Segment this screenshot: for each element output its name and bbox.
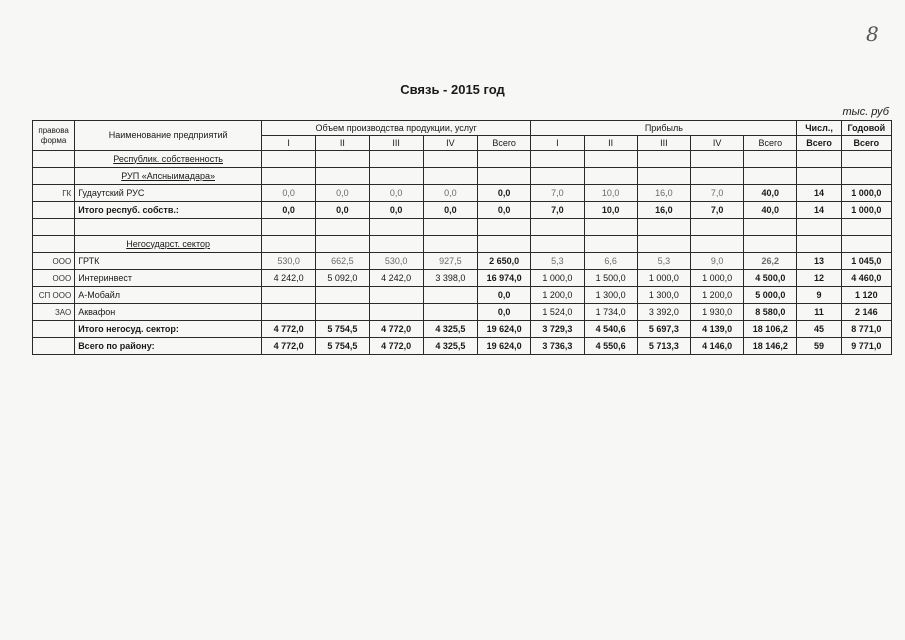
volume-q1	[262, 287, 316, 304]
empty-cell	[262, 168, 316, 185]
empty-cell	[531, 151, 584, 168]
empty-cell	[841, 151, 891, 168]
profit-q2: 10,0	[584, 202, 637, 219]
volume-q4: 0,0	[423, 185, 477, 202]
volume-q4	[423, 287, 477, 304]
table-row	[33, 287, 892, 304]
annual-total: 2 146	[841, 304, 891, 321]
volume-q1	[262, 304, 316, 321]
section-row	[33, 236, 892, 253]
statistics-table	[32, 120, 892, 355]
header-q1-volume: I	[262, 136, 316, 151]
volume-q1: 530,0	[262, 253, 316, 270]
empty-cell	[841, 219, 891, 236]
empty-cell	[423, 151, 477, 168]
profit-q4: 4 146,0	[690, 338, 743, 355]
legal-form-cell	[33, 151, 75, 168]
staff-total: 12	[797, 270, 841, 287]
empty-cell	[369, 236, 423, 253]
empty-cell	[369, 219, 423, 236]
volume-total: 0,0	[478, 304, 531, 321]
empty-cell	[369, 151, 423, 168]
legal-form-cell: ООО	[33, 270, 75, 287]
table-body	[33, 151, 892, 355]
empty-cell	[531, 236, 584, 253]
volume-q1: 4 772,0	[262, 338, 316, 355]
profit-total: 18 106,2	[744, 321, 797, 338]
total-label: Итого негосуд. сектор:	[75, 321, 262, 338]
staff-total: 14	[797, 185, 841, 202]
volume-total: 19 624,0	[478, 338, 531, 355]
profit-q2: 4 550,6	[584, 338, 637, 355]
volume-q3: 4 242,0	[369, 270, 423, 287]
table-row	[33, 321, 892, 338]
header-staff: Числ.,	[797, 121, 841, 136]
enterprise-name: Аквафон	[75, 304, 262, 321]
annual-total: 1 000,0	[841, 185, 891, 202]
empty-cell	[369, 168, 423, 185]
volume-q1: 0,0	[262, 202, 316, 219]
legal-form-cell	[33, 236, 75, 253]
section-heading: Негосударст. сектор	[75, 236, 262, 253]
legal-form-cell: ООО	[33, 253, 75, 270]
empty-cell	[262, 151, 316, 168]
profit-q3: 1 300,0	[637, 287, 690, 304]
staff-total: 9	[797, 287, 841, 304]
empty-cell	[531, 168, 584, 185]
volume-q2	[316, 287, 369, 304]
empty-cell	[478, 236, 531, 253]
profit-q3: 16,0	[637, 202, 690, 219]
volume-q1: 4 772,0	[262, 321, 316, 338]
empty-cell	[584, 168, 637, 185]
legal-form-cell	[33, 202, 75, 219]
annual-total: 4 460,0	[841, 270, 891, 287]
annual-total: 1 120	[841, 287, 891, 304]
legal-form-cell	[33, 338, 75, 355]
volume-q4: 3 398,0	[423, 270, 477, 287]
profit-total: 26,2	[744, 253, 797, 270]
header-production-volume: Объем производства продукции, услуг	[262, 121, 531, 136]
header-total-profit: Всего	[744, 136, 797, 151]
staff-total: 45	[797, 321, 841, 338]
legal-form-cell	[33, 321, 75, 338]
enterprise-name: Гудаутский РУС	[75, 185, 262, 202]
empty-cell	[744, 219, 797, 236]
empty-cell	[316, 168, 369, 185]
profit-q1: 1 200,0	[531, 287, 584, 304]
volume-q3: 0,0	[369, 185, 423, 202]
empty-cell	[316, 236, 369, 253]
profit-total: 18 146,2	[744, 338, 797, 355]
header-staff-total: Всего	[797, 136, 841, 151]
volume-total: 0,0	[478, 202, 531, 219]
profit-q4: 4 139,0	[690, 321, 743, 338]
enterprise-name: Интеринвест	[75, 270, 262, 287]
volume-q4: 4 325,5	[423, 321, 477, 338]
volume-total: 2 650,0	[478, 253, 531, 270]
volume-q2: 5 754,5	[316, 338, 369, 355]
header-q4-volume: IV	[423, 136, 477, 151]
profit-q4: 7,0	[690, 185, 743, 202]
section-heading: РУП «Апсныимадара»	[75, 168, 262, 185]
table-row	[33, 253, 892, 270]
volume-q3: 0,0	[369, 202, 423, 219]
empty-cell	[478, 151, 531, 168]
empty-cell	[690, 151, 743, 168]
empty-cell	[478, 168, 531, 185]
profit-total: 4 500,0	[744, 270, 797, 287]
empty-cell	[744, 236, 797, 253]
table-row	[33, 202, 892, 219]
profit-q4: 1 200,0	[690, 287, 743, 304]
volume-q2: 0,0	[316, 202, 369, 219]
profit-q4: 7,0	[690, 202, 743, 219]
total-label: Всего по району:	[75, 338, 262, 355]
legal-form-cell	[33, 168, 75, 185]
header-annual: Годовой	[841, 121, 891, 136]
volume-q4	[423, 304, 477, 321]
profit-total: 40,0	[744, 202, 797, 219]
empty-cell	[690, 236, 743, 253]
volume-total: 0,0	[478, 185, 531, 202]
profit-q3: 5 697,3	[637, 321, 690, 338]
annual-total: 1 045,0	[841, 253, 891, 270]
volume-q3	[369, 304, 423, 321]
profit-q4: 1 930,0	[690, 304, 743, 321]
volume-total: 19 624,0	[478, 321, 531, 338]
profit-total: 8 580,0	[744, 304, 797, 321]
header-total-volume: Всего	[478, 136, 531, 151]
empty-cell	[423, 168, 477, 185]
header-enterprise-name: Наименование предприятий	[75, 121, 262, 151]
profit-q1: 7,0	[531, 185, 584, 202]
volume-q4: 0,0	[423, 202, 477, 219]
annual-total: 8 771,0	[841, 321, 891, 338]
profit-q1: 3 729,3	[531, 321, 584, 338]
empty-cell	[744, 168, 797, 185]
empty-cell	[75, 219, 262, 236]
header-q2-profit: II	[584, 136, 637, 151]
profit-q1: 1 524,0	[531, 304, 584, 321]
legal-form-cell: ГК	[33, 185, 75, 202]
profit-q3: 3 392,0	[637, 304, 690, 321]
volume-q3: 4 772,0	[369, 321, 423, 338]
profit-total: 5 000,0	[744, 287, 797, 304]
header-q2-volume: II	[316, 136, 369, 151]
section-row	[33, 168, 892, 185]
volume-q3	[369, 287, 423, 304]
header-annual-total: Всего	[841, 136, 891, 151]
empty-cell	[690, 219, 743, 236]
empty-cell	[262, 236, 316, 253]
legal-form-cell: ЗАО	[33, 304, 75, 321]
profit-q1: 1 000,0	[531, 270, 584, 287]
volume-q3: 4 772,0	[369, 338, 423, 355]
volume-q1: 4 242,0	[262, 270, 316, 287]
empty-cell	[262, 219, 316, 236]
table-row	[33, 185, 892, 202]
empty-cell	[690, 168, 743, 185]
profit-q2: 10,0	[584, 185, 637, 202]
volume-q4: 927,5	[423, 253, 477, 270]
empty-cell	[637, 168, 690, 185]
table-row	[33, 270, 892, 287]
legal-form-cell: СП ООО	[33, 287, 75, 304]
profit-q3: 16,0	[637, 185, 690, 202]
volume-q2: 5 092,0	[316, 270, 369, 287]
page-number: 8	[866, 22, 879, 46]
total-label: Итого респуб. собств.:	[75, 202, 262, 219]
empty-cell	[316, 151, 369, 168]
empty-cell	[797, 168, 841, 185]
profit-q3: 5,3	[637, 253, 690, 270]
empty-cell	[423, 236, 477, 253]
volume-total: 16 974,0	[478, 270, 531, 287]
profit-q1: 5,3	[531, 253, 584, 270]
empty-cell	[584, 151, 637, 168]
staff-total: 13	[797, 253, 841, 270]
blank-row	[33, 219, 892, 236]
volume-q2: 662,5	[316, 253, 369, 270]
enterprise-name: А-Мобайл	[75, 287, 262, 304]
annual-total: 1 000,0	[841, 202, 891, 219]
empty-cell	[841, 168, 891, 185]
units-label: тыс. руб	[842, 106, 889, 118]
profit-q1: 3 736,3	[531, 338, 584, 355]
empty-cell	[637, 236, 690, 253]
volume-total: 0,0	[478, 287, 531, 304]
staff-total: 11	[797, 304, 841, 321]
profit-q4: 1 000,0	[690, 270, 743, 287]
empty-cell	[423, 219, 477, 236]
profit-q3: 1 000,0	[637, 270, 690, 287]
profit-q4: 9,0	[690, 253, 743, 270]
empty-cell	[637, 219, 690, 236]
volume-q1: 0,0	[262, 185, 316, 202]
header-q1-profit: I	[531, 136, 584, 151]
annual-total: 9 771,0	[841, 338, 891, 355]
document-title: Связь - 2015 год	[400, 82, 505, 97]
volume-q4: 4 325,5	[423, 338, 477, 355]
header-legal-form: правова форма	[33, 121, 75, 151]
header-q3-profit: III	[637, 136, 690, 151]
enterprise-name: ГРТК	[75, 253, 262, 270]
empty-cell	[584, 236, 637, 253]
staff-total: 14	[797, 202, 841, 219]
profit-q1: 7,0	[531, 202, 584, 219]
empty-cell	[478, 219, 531, 236]
volume-q2: 5 754,5	[316, 321, 369, 338]
table-row	[33, 338, 892, 355]
empty-cell	[316, 219, 369, 236]
empty-cell	[841, 236, 891, 253]
table-row	[33, 304, 892, 321]
profit-q2: 1 300,0	[584, 287, 637, 304]
empty-cell	[584, 219, 637, 236]
header-q4-profit: IV	[690, 136, 743, 151]
volume-q2	[316, 304, 369, 321]
volume-q2: 0,0	[316, 185, 369, 202]
legal-form-cell	[33, 219, 75, 236]
section-heading: Республик. собственность	[75, 151, 262, 168]
profit-q2: 6,6	[584, 253, 637, 270]
volume-q3: 530,0	[369, 253, 423, 270]
empty-cell	[797, 236, 841, 253]
profit-q2: 4 540,6	[584, 321, 637, 338]
profit-total: 40,0	[744, 185, 797, 202]
profit-q3: 5 713,3	[637, 338, 690, 355]
profit-q2: 1 500,0	[584, 270, 637, 287]
header-profit: Прибыль	[531, 121, 797, 136]
staff-total: 59	[797, 338, 841, 355]
empty-cell	[797, 219, 841, 236]
empty-cell	[531, 219, 584, 236]
profit-q2: 1 734,0	[584, 304, 637, 321]
empty-cell	[797, 151, 841, 168]
empty-cell	[637, 151, 690, 168]
header-q3-volume: III	[369, 136, 423, 151]
section-row	[33, 151, 892, 168]
empty-cell	[744, 151, 797, 168]
